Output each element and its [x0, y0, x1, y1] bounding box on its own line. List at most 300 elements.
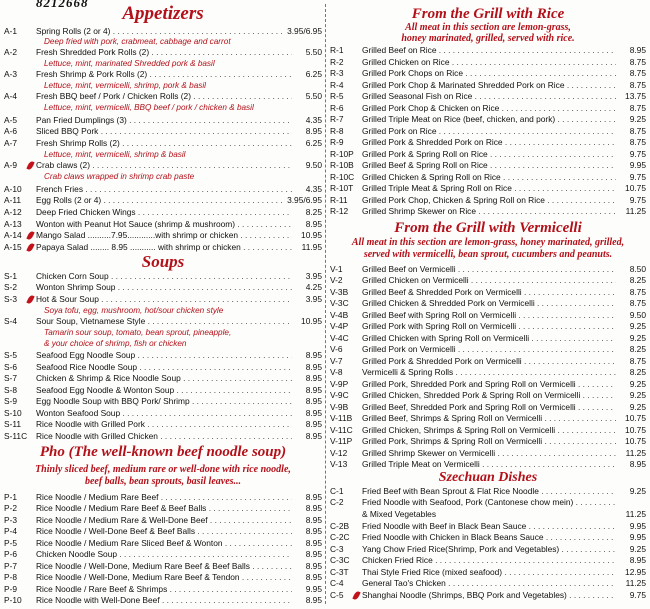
menu-item-row	[330, 275, 646, 286]
menu-item-row	[330, 149, 646, 160]
grill-rice-desc-line-2: honey marinated, grilled, served with rice.	[401, 33, 575, 44]
item-name: Sliced BBQ Pork . . .	[36, 126, 292, 137]
item-price: 8.95	[305, 595, 322, 605]
item-name: Grilled Chicken & Shredded Pork on Vermicelli . . .	[362, 298, 616, 309]
menu-item-row	[4, 69, 322, 80]
item-name: Yang Chow Fried Rice(Shrimp, Pork and Vegetables) . . .	[362, 544, 616, 555]
item-name: Grilled Beef on Vermicelli . . .	[362, 264, 616, 275]
menu-item-row	[330, 333, 646, 344]
item-price: 3.95/6.95	[287, 26, 322, 36]
item-code: P-8	[4, 572, 18, 582]
menu-item-row	[330, 264, 646, 275]
item-price: 8.25	[629, 275, 646, 285]
menu-item-row	[4, 26, 322, 37]
item-code: S-10	[4, 408, 22, 418]
item-name: Fresh Shrimp & Pork Rolls (2) . . .	[36, 69, 292, 80]
item-name: Grilled Beef, Shrimps & Spring Roll on Vermicelli . . .	[362, 413, 616, 424]
menu-item-row	[4, 47, 322, 58]
item-code: R-10C	[330, 172, 355, 182]
item-code: S-1	[4, 271, 18, 281]
item-code: S-9	[4, 396, 18, 406]
item-name: Chicken & Shrimp & Rice Noodle Soup . . .	[36, 373, 292, 384]
item-code: R-10P	[330, 149, 354, 159]
pho-desc-line-1: Thinly sliced beef, medium rare or well-done with rice noodle,	[35, 464, 291, 475]
item-price: 9.25	[629, 114, 646, 124]
item-name: Grilled Chicken, Shrimps & Spring Roll on Vermicelli . . .	[362, 425, 616, 436]
menu-item-row	[4, 572, 322, 583]
item-code: R-8	[330, 126, 344, 136]
item-name: Grilled Pork, Shredded Pork and Spring Roll on Vermicelli . . .	[362, 379, 616, 390]
item-code: V-3C	[330, 298, 349, 308]
item-name: Fried Noodle with Seafood, Pork (Cantonese chow mein) . . .	[362, 497, 616, 508]
item-price: 10.95	[301, 230, 322, 240]
menu-item-row	[330, 544, 646, 555]
item-price: 9.25	[629, 486, 646, 496]
item-code: R-1	[330, 45, 344, 55]
menu-item-row	[330, 578, 646, 589]
item-price: 8.95	[629, 555, 646, 565]
menu-item-row	[330, 321, 646, 332]
item-name: Fresh Shrimp Rolls (2) . . .	[36, 138, 292, 149]
item-price: 8.50	[629, 264, 646, 274]
item-name: Papaya Salad ........ 8.95 ........... with shrimp or chicken . . .	[36, 242, 292, 253]
menu-item-row	[4, 350, 322, 361]
item-code: V-8	[330, 367, 343, 377]
item-name: Grilled Beef & Shredded Pork on Vermicelli . . .	[362, 287, 616, 298]
item-price: 9.75	[629, 590, 646, 600]
item-name: Fried Noodle with Beef in Black Bean Sauce . . .	[362, 521, 616, 532]
item-code: A-9	[4, 160, 18, 170]
item-code: A-3	[4, 69, 18, 79]
item-name: Grilled Beef, Shredded Pork and Spring Roll on Vermicelli . . .	[362, 402, 616, 413]
item-name: Mango Salad ..........7.95............with shrimp or chicken . . .	[36, 230, 292, 241]
menu-item-row	[330, 45, 646, 56]
menu-item-row	[4, 316, 322, 327]
menu-item-row	[330, 448, 646, 459]
item-price: 8.95	[305, 561, 322, 571]
item-name: Wonton with Peanut Hot Sauce (shrimp & mushroom) . . .	[36, 219, 292, 230]
item-name: Grilled Seasonal Fish on Rice . . .	[362, 91, 616, 102]
menu-item-row	[330, 521, 646, 532]
item-price: 9.25	[629, 390, 646, 400]
item-price: 11.25	[625, 578, 646, 588]
menu-item-row	[4, 385, 322, 396]
item-code: V-9P	[330, 379, 349, 389]
item-code: A-10	[4, 184, 22, 194]
item-description: Crab claws wrapped in shrimp crab paste	[44, 172, 195, 181]
menu-item-row	[4, 408, 322, 419]
menu-item-row	[4, 492, 322, 503]
item-name: Fried Noodle with Chicken in Black Beans Sauce . . .	[362, 532, 616, 543]
item-name: Vermicelli & Spring Rolls . . .	[362, 367, 616, 378]
item-price: 8.95	[629, 45, 646, 55]
item-name: Egg Rolls (2 or 4) . . .	[36, 195, 292, 206]
item-name: Grilled Pork & Spring Roll on Rice . . .	[362, 149, 616, 160]
item-code: A-6	[4, 126, 18, 136]
menu-item-row	[330, 590, 646, 601]
item-price: 4.35	[305, 115, 322, 125]
item-name: Grilled Pork & Shredded Pork on Rice . . .	[362, 137, 616, 148]
item-name: Grilled Chicken on Rice . . .	[362, 57, 616, 68]
item-code: V-11C	[330, 425, 353, 435]
menu-item-row	[4, 91, 322, 102]
item-name: Rice Noodle / Medium Rare Beef & Beef Balls . . .	[36, 503, 292, 514]
item-name: Rice Noodle with Grilled Chicken . . .	[36, 431, 292, 442]
menu-item-row	[4, 282, 322, 293]
menu-item-row	[4, 219, 322, 230]
pho-title: Pho (The well-known beef noodle soup)	[39, 444, 287, 460]
item-code: V-11B	[330, 413, 353, 423]
item-code: A-12	[4, 207, 22, 217]
pho-desc-line-2: beef balls, bean sprouts, basil leaves...	[84, 476, 242, 487]
menu-item-row	[330, 367, 646, 378]
menu-item-row	[4, 126, 322, 137]
item-price: 8.95	[305, 492, 322, 502]
menu-item-row	[4, 396, 322, 407]
item-price: 10.95	[301, 316, 322, 326]
item-name: Grilled Chicken on Vermicelli . . .	[362, 275, 616, 286]
item-price: 10.75	[625, 183, 646, 193]
grill-vermicelli-desc-line-1: All meat in this section are lemon-grass, honey marinated, grilled,	[351, 237, 625, 248]
hot-pepper-icon	[26, 294, 35, 305]
soups-title: Soups	[141, 252, 185, 271]
item-price: 8.75	[629, 68, 646, 78]
item-code: R-10B	[330, 160, 354, 170]
item-code: S-3	[4, 294, 18, 304]
menu-item-row	[4, 160, 322, 171]
item-name: Grilled Shrimp Skewer on Rice . . .	[362, 206, 616, 217]
item-code: V-6	[330, 344, 343, 354]
item-price: 9.25	[629, 544, 646, 554]
item-name: Grilled Beef with Spring Roll on Vermicelli . . .	[362, 310, 616, 321]
item-code: V-1	[330, 264, 343, 274]
grill-vermicelli-desc-line-2: served with vermicelli, bean sprout, cucumbers and peanuts.	[363, 249, 613, 260]
item-description: Tamarin sour soup, tomato, bean sprout, pineapple,	[44, 328, 232, 337]
item-code: V-3B	[330, 287, 349, 297]
item-name: Grilled Chicken with Spring Roll on Vermicelli . . .	[362, 333, 616, 344]
item-price: 9.75	[629, 149, 646, 159]
item-price: 8.75	[629, 356, 646, 366]
item-price: 10.75	[625, 425, 646, 435]
item-price: 8.95	[305, 396, 322, 406]
item-name: Chicken Corn Soup . . .	[36, 271, 292, 282]
item-code: P-7	[4, 561, 18, 571]
item-name: Grilled Pork & Shredded Pork on Vermicelli . . .	[362, 356, 616, 367]
item-price: 8.95	[629, 459, 646, 469]
menu-item-row	[4, 431, 322, 442]
item-price: 11.25	[625, 448, 646, 458]
item-name: Wonton Seafood Soup . . .	[36, 408, 292, 419]
item-name: Grilled Shrimp Skewer on Vermicelli . . .	[362, 448, 616, 459]
item-price: 8.75	[629, 103, 646, 113]
item-name: Grilled Triple Meat & Spring Roll on Rice . . .	[362, 183, 616, 194]
item-code: P-4	[4, 526, 18, 536]
item-description: Deep fried with pork, crabmeat, cabbage and carrot	[44, 37, 231, 46]
item-name: Seafood Rice Noodle Soup . . .	[36, 362, 292, 373]
menu-item-row	[330, 402, 646, 413]
item-price: 3.95	[305, 294, 322, 304]
item-name: Grilled Pork on Vermicelli . . .	[362, 344, 616, 355]
item-price: 9.25	[629, 321, 646, 331]
item-price: 8.95	[305, 385, 322, 395]
menu-item-row	[4, 515, 322, 526]
item-name: Grilled Pork Chop, Chicken & Spring Roll on Rice . . .	[362, 195, 616, 206]
item-code: A-4	[4, 91, 18, 101]
menu-item-row	[330, 459, 646, 470]
item-code: R-9	[330, 137, 344, 147]
item-price: 9.25	[629, 402, 646, 412]
item-name: Grilled Beef & Spring Roll on Rice . . .	[362, 160, 616, 171]
menu-item-row	[330, 114, 646, 125]
item-price: 11.25	[625, 206, 646, 216]
item-code: R-2	[330, 57, 344, 67]
menu-item-row	[4, 115, 322, 126]
item-code: V-9B	[330, 402, 349, 412]
item-description: Soya tofu, egg, mushroom, hot/sour chicken style	[44, 306, 224, 315]
item-name: Egg Noodle Soup with BBQ Pork/ Shrimp . . .	[36, 396, 292, 407]
item-name: Deep Fried Chicken Wings . . .	[36, 207, 292, 218]
item-code: A-11	[4, 195, 22, 205]
column-divider	[325, 4, 326, 604]
menu-item-row	[4, 595, 322, 606]
item-code: V-12	[330, 448, 348, 458]
menu-item-row	[4, 138, 322, 149]
item-price: 8.25	[629, 367, 646, 377]
szechuan-title: Szechuan Dishes	[438, 470, 538, 485]
item-code: P-9	[4, 584, 18, 594]
item-price: 8.95	[305, 219, 322, 229]
menu-item-row	[330, 68, 646, 79]
item-name: Grilled Pork Chop & Chicken on Rice . . .	[362, 103, 616, 114]
item-code: P-2	[4, 503, 18, 513]
item-name: Rice Noodle / Well-Done, Medium Rare Beef & Tendon . . .	[36, 572, 292, 583]
item-code: R-11	[330, 195, 348, 205]
item-price: 9.25	[629, 379, 646, 389]
item-name: Rice Noodle / Well-Done Beef & Beef Balls . . .	[36, 526, 292, 537]
item-code: A-14	[4, 230, 22, 240]
item-code: V-4B	[330, 310, 349, 320]
item-price: 8.95	[305, 362, 322, 372]
menu-item-row	[4, 419, 322, 430]
item-name: Grilled Beef on Rice . . .	[362, 45, 616, 56]
item-price: 8.75	[629, 137, 646, 147]
menu-item-row	[330, 103, 646, 114]
item-price: 8.95	[305, 515, 322, 525]
menu-item-row	[330, 567, 646, 578]
item-price: 8.95	[305, 538, 322, 548]
menu-item-row	[330, 206, 646, 217]
item-code: R-12	[330, 206, 349, 216]
item-name: Grilled Chicken & Spring Roll on Rice . . .	[362, 172, 616, 183]
item-code: R-7	[330, 114, 344, 124]
hot-pepper-icon	[26, 230, 35, 241]
menu-item-row	[4, 584, 322, 595]
item-price: 8.25	[629, 344, 646, 354]
item-code: P-5	[4, 538, 18, 548]
grill-rice-desc-line-1: All meat in this section are lemon-grass,	[405, 22, 571, 33]
item-price: 9.75	[629, 195, 646, 205]
item-price: 3.95	[305, 271, 322, 281]
appetizers-title: Appetizers	[122, 3, 204, 24]
item-name: Fresh Shredded Pork Rolls (2) . . .	[36, 47, 292, 58]
item-name: Grilled Chicken, Shredded Pork & Spring Roll on Vermicelli . . .	[362, 390, 616, 401]
item-price: 8.75	[629, 298, 646, 308]
item-description: Lettuce, mint, marinated Shredded pork & basil	[44, 59, 215, 68]
menu-item-row	[4, 549, 322, 560]
item-code: V-2	[330, 275, 343, 285]
item-price: 9.95	[629, 521, 646, 531]
item-code: C-1	[330, 486, 344, 496]
item-code: V-9C	[330, 390, 349, 400]
item-description: Lettuce, mint, vermicelli, shrimp & basil	[44, 150, 186, 159]
item-description: Lettuce, mint, vermicelli, shrimp, pork & basil	[44, 81, 206, 90]
c-2-continuation	[362, 509, 646, 520]
item-price: 9.95	[629, 532, 646, 542]
menu-item-row	[4, 195, 322, 206]
menu-item-row	[4, 294, 322, 305]
menu-item-row	[330, 298, 646, 309]
menu-item-row	[330, 497, 646, 508]
item-price: 8.95	[305, 549, 322, 559]
item-price: 9.25	[629, 333, 646, 343]
item-name: Seafood Egg Noodle Soup . . .	[36, 350, 292, 361]
item-code: P-10	[4, 595, 22, 605]
item-price: 5.50	[305, 47, 322, 57]
item-name: Pan Fried Dumplings (3) . . .	[36, 115, 292, 126]
item-price: 9.95	[305, 584, 322, 594]
phone-number: 8212668	[36, 0, 89, 10]
menu-item-row	[4, 362, 322, 373]
item-code: C-2C	[330, 532, 350, 542]
item-code: V-7	[330, 356, 343, 366]
hot-pepper-icon	[26, 160, 35, 171]
item-price: 8.75	[629, 57, 646, 67]
item-price: 10.75	[625, 413, 646, 423]
menu-item-row	[330, 436, 646, 447]
menu-item-row	[330, 425, 646, 436]
item-price: 5.50	[305, 91, 322, 101]
item-price: 13.75	[625, 91, 646, 101]
menu-item-row	[4, 561, 322, 572]
menu-item-row	[330, 80, 646, 91]
item-code: A-1	[4, 26, 18, 36]
item-name: Grilled Pork on Rice . . .	[362, 126, 616, 137]
menu-item-row	[330, 379, 646, 390]
menu-item-row	[330, 532, 646, 543]
item-name: Chicken Fried Rice . . .	[362, 555, 616, 566]
item-code: C-3	[330, 544, 344, 554]
item-name: General Tao's Chicken . . .	[362, 578, 616, 589]
menu-item-row	[4, 207, 322, 218]
item-code: C-2B	[330, 521, 350, 531]
menu-item-row	[330, 390, 646, 401]
item-name: Rice Noodle / Medium Rare & Well-Done Beef . . .	[36, 515, 292, 526]
item-code: V-4C	[330, 333, 349, 343]
item-name: Spring Rolls (2 or 4) . . .	[36, 26, 292, 37]
item-code: C-3T	[330, 567, 349, 577]
item-name: Fresh BBQ beef / Pork / Chicken Rolls (2) . . .	[36, 91, 292, 102]
item-price: 8.75	[629, 126, 646, 136]
item-name: Grilled Pork Chops on Rice . . .	[362, 68, 616, 79]
item-code: C-5	[330, 590, 344, 600]
item-price: 4.25	[305, 282, 322, 292]
item-code: A-15	[4, 242, 22, 252]
menu-item-row	[4, 230, 322, 241]
item-name: Fried Beef with Bean Sprout & Flat Rice Noodle . . .	[362, 486, 616, 497]
item-price: 8.95	[305, 431, 322, 441]
item-code: C-2	[330, 497, 344, 507]
item-name: Grilled Pork Chop & Marinated Shredded Pork on Rice . . .	[362, 80, 616, 91]
item-name: Rice Noodle with Grilled Pork . . .	[36, 419, 292, 430]
item-price: 8.95	[305, 526, 322, 536]
item-code: R-3	[330, 68, 344, 78]
menu-item-row	[330, 137, 646, 148]
menu-item-row	[330, 91, 646, 102]
item-price: 6.25	[305, 69, 322, 79]
menu-item-row	[330, 172, 646, 183]
item-description: Lettuce, mint, vermicelli, BBQ beef / pork / chicken & basil	[44, 103, 254, 112]
item-name: Crab claws (2) . . .	[36, 160, 292, 171]
item-code: S-4	[4, 316, 18, 326]
menu-item-row	[4, 184, 322, 195]
item-price: 8.75	[629, 80, 646, 90]
item-code: S-6	[4, 362, 18, 372]
item-price: 11.95	[301, 242, 322, 252]
item-price: 8.95	[305, 408, 322, 418]
item-name: Wonton Shrimp Soup . . .	[36, 282, 292, 293]
item-price: 12.95	[625, 567, 646, 577]
item-name: Hot & Sour Soup . . .	[36, 294, 292, 305]
item-name: Rice Noodle / Well-Done, Medium Rare Beef & Beef Balls . . .	[36, 561, 292, 572]
item-price: 9.95	[629, 160, 646, 170]
item-code: S-8	[4, 385, 18, 395]
menu-item-row	[330, 287, 646, 298]
item-code: R-4	[330, 80, 344, 90]
menu-item-row	[330, 344, 646, 355]
item-code: P-6	[4, 549, 18, 559]
item-code: S-5	[4, 350, 18, 360]
item-code: C-3C	[330, 555, 350, 565]
item-code: V-11P	[330, 436, 353, 446]
menu-item-row	[330, 183, 646, 194]
item-name: Grilled Pork, Shrimps & Spring Roll on Vermicelli . . .	[362, 436, 616, 447]
item-code: A-2	[4, 47, 18, 57]
menu-item-row	[330, 57, 646, 68]
item-code: R-5	[330, 91, 344, 101]
menu-item-row	[330, 160, 646, 171]
item-name: Grilled Pork with Spring Roll on Vermicelli . . .	[362, 321, 616, 332]
item-price: 8.95	[305, 373, 322, 383]
item-description: & your choice of shrimp, fish or chicken	[44, 339, 187, 348]
menu-item-row	[4, 373, 322, 384]
item-name: Chicken Noodle Soup . . .	[36, 549, 292, 560]
grill-vermicelli-title: From the Grill with Vermicelli	[394, 220, 582, 236]
item-code: S-7	[4, 373, 18, 383]
item-price: 3.95/6.95	[287, 195, 322, 205]
menu-item-row	[4, 271, 322, 282]
item-name: Rice Noodle / Medium Rare Beef . . .	[36, 492, 292, 503]
item-code: R-6	[330, 103, 344, 113]
item-code: S-11	[4, 419, 22, 429]
menu-item-row	[330, 126, 646, 137]
item-price: 8.75	[629, 287, 646, 297]
hot-pepper-icon	[352, 590, 361, 601]
item-price: 8.25	[305, 207, 322, 217]
item-name: Thai Style Fried Rice (mixed seafood) . . .	[362, 567, 616, 578]
menu-item-row	[330, 486, 646, 497]
menu-item-row	[330, 310, 646, 321]
item-code: V-13	[330, 459, 348, 469]
